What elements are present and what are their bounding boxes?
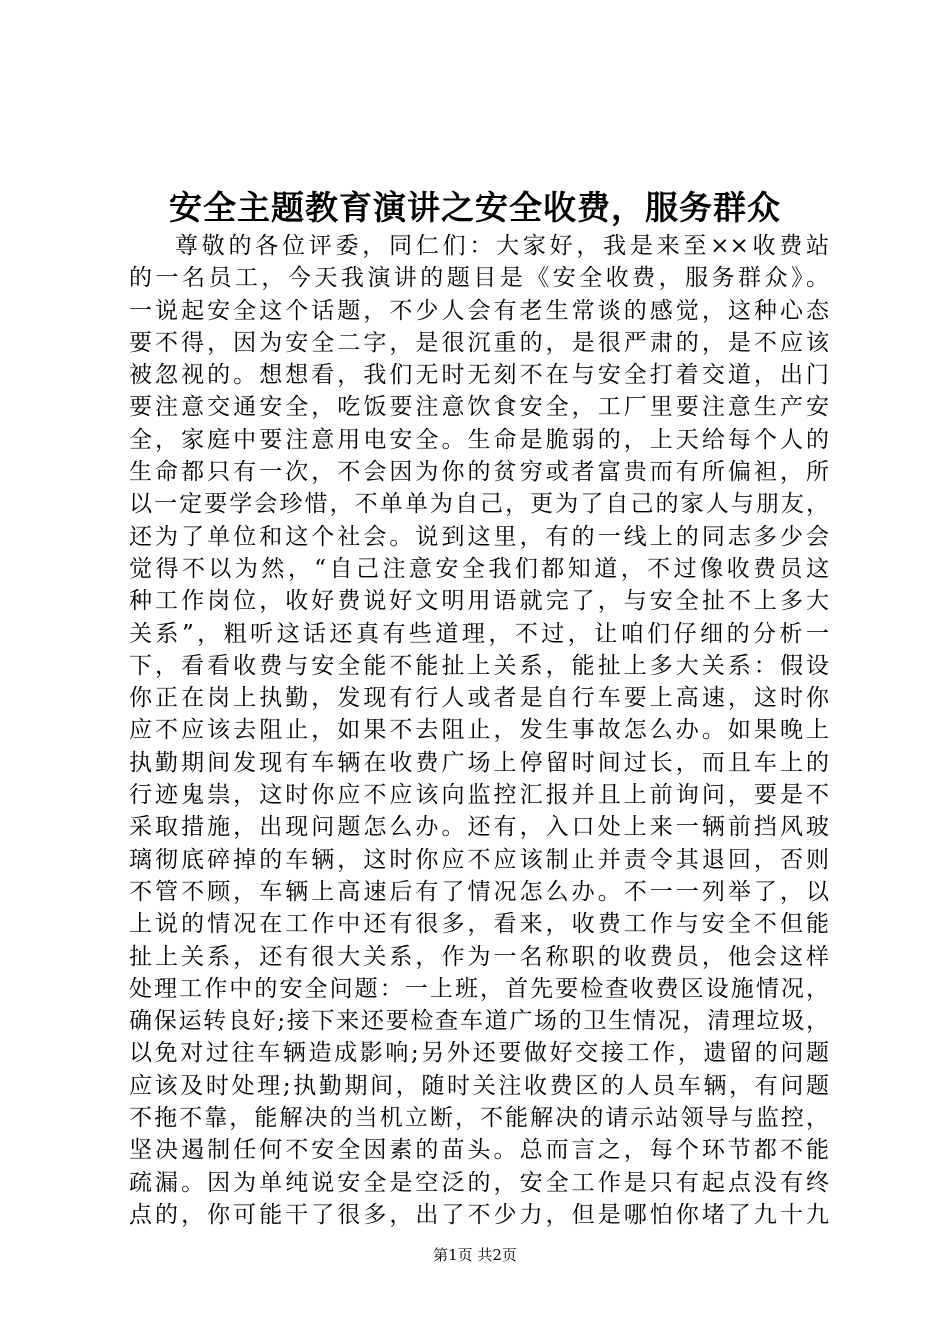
body-line: 要注意交通安全，吃饭要注意饮食安全，工厂里要注意生产安 xyxy=(129,394,829,421)
body-line: 种工作岗位，收好费说好文明用语就完了，与安全扯不上多大 xyxy=(129,588,829,615)
body-line: 被忽视的。想想看，我们无时无刻不在与安全打着交道，出门 xyxy=(129,362,829,389)
page-footer: 第1页 共2页 xyxy=(433,1246,517,1264)
body-line: 扯上关系，还有很大关系，作为一名称职的收费员，他会这样 xyxy=(129,943,829,970)
body-line: 的一名员工，今天我演讲的题目是《安全收费，服务群众》。 xyxy=(129,265,829,292)
body-line: 应该及时处理;执勤期间，随时关注收费区的人员车辆，有问题 xyxy=(129,1072,829,1099)
body-line: 还为了单位和这个社会。说到这里，有的一线上的同志多少会 xyxy=(129,523,829,550)
body-line: 要不得，因为安全二字，是很沉重的，是很严肃的，是不应该 xyxy=(129,329,829,356)
body-line: 采取措施，出现问题怎么办。还有，入口处上来一辆前挡风玻 xyxy=(129,814,829,841)
body-line: 不管不顾，车辆上高速后有了情况怎么办。不一一列举了，以 xyxy=(129,878,829,905)
body-line: 下，看看收费与安全能不能扯上关系，能扯上多大关系：假设 xyxy=(129,652,829,679)
body-line: 璃彻底碎掉的车辆，这时你应不应该制止并责令其退回，否则 xyxy=(129,846,829,873)
body-line: 点的，你可能干了很多，出了不少力，但是哪怕你堵了九十九 xyxy=(129,1201,829,1228)
body-line: 不拖不靠，能解决的当机立断，不能解决的请示站领导与监控， xyxy=(129,1105,829,1132)
document-body xyxy=(129,230,829,1231)
body-line: 行迹鬼祟，这时你应不应该向监控汇报并且上前询问，要是不 xyxy=(129,782,829,809)
body-line: 全，家庭中要注意用电安全。生命是脆弱的，上天给每个人的 xyxy=(129,426,829,453)
body-line: 你正在岗上执勤，发现有行人或者是自行车要上高速，这时你 xyxy=(129,685,829,712)
body-line: 生命都只有一次，不会因为你的贫穷或者富贵而有所偏袒，所 xyxy=(129,459,829,486)
body-line: 一说起安全这个话题，不少人会有老生常谈的感觉，这种心态 xyxy=(129,297,829,324)
body-line: 关系”，粗听这话还真有些道理，不过，让咱们仔细的分析一 xyxy=(129,620,829,647)
body-line: 上说的情况在工作中还有很多，看来，收费工作与安全不但能 xyxy=(129,911,829,938)
body-line: 疏漏。因为单纯说安全是空泛的，安全工作是只有起点没有终 xyxy=(129,1169,829,1196)
body-line: 处理工作中的安全问题：一上班，首先要检查收费区设施情况， xyxy=(129,975,829,1002)
body-line: 尊敬的各位评委，同仁们：大家好，我是来至××收费站 xyxy=(175,233,829,259)
document-title: 安全主题教育演讲之安全收费，服务群众 xyxy=(169,188,781,227)
body-line: 坚决遏制任何不安全因素的苗头。总而言之，每个环节都不能 xyxy=(129,1137,829,1164)
body-line: 执勤期间发现有车辆在收费广场上停留时间过长，而且车上的 xyxy=(129,749,829,776)
body-line: 以一定要学会珍惜，不单单为自己，更为了自己的家人与朋友， xyxy=(129,491,829,518)
body-line: 觉得不以为然，“自己注意安全我们都知道，不过像收费员这 xyxy=(129,555,829,582)
body-line: 应不应该去阻止，如果不去阻止，发生事故怎么办。如果晚上 xyxy=(129,717,829,744)
body-line: 确保运转良好;接下来还要检查车道广场的卫生情况，清理垃圾， xyxy=(129,1008,829,1035)
body-line: 以免对过往车辆造成影响;另外还要做好交接工作，遗留的问题 xyxy=(129,1040,829,1067)
